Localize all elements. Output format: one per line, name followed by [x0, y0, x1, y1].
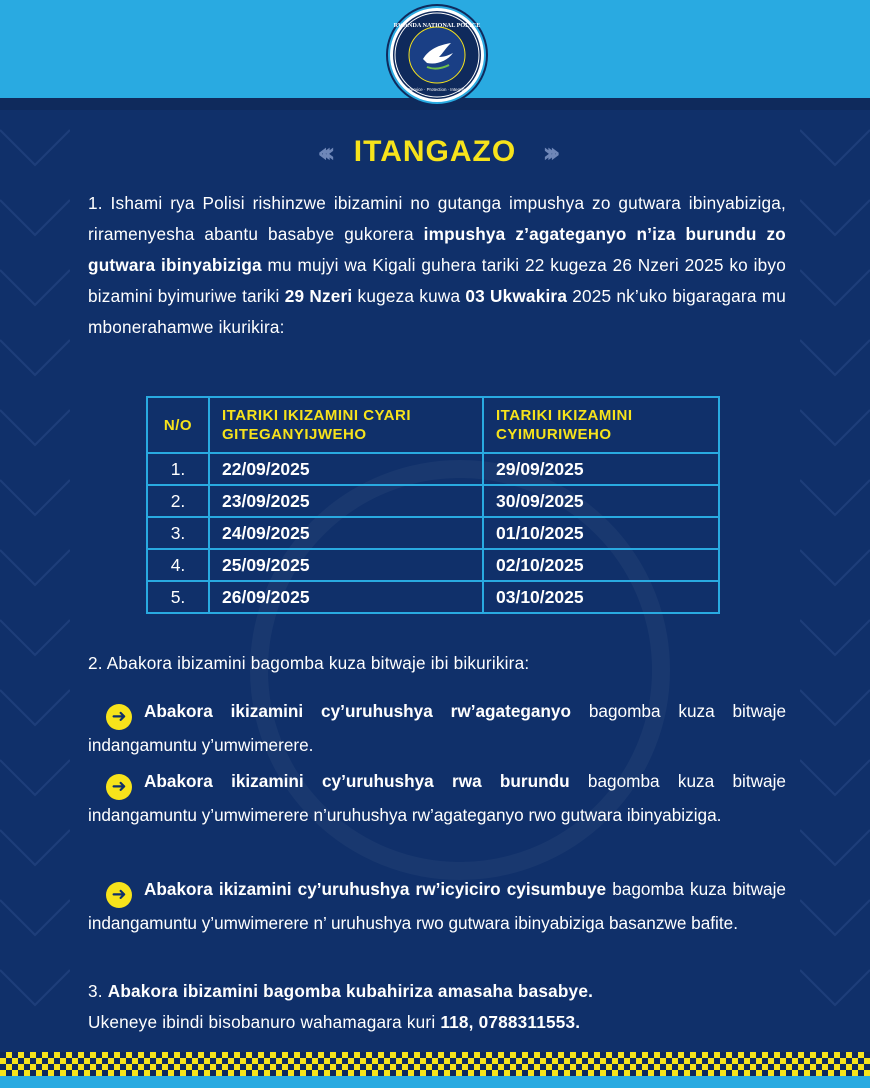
police-logo: [390, 8, 484, 102]
table-row: [147, 581, 719, 613]
original-date: 24/09/2025: [209, 517, 483, 549]
header-number: N/O: [147, 397, 209, 453]
arrow-right-icon: ➜: [106, 704, 132, 730]
announcement-panel: [0, 110, 870, 1052]
p1-text-3: kugeza kuwa: [352, 286, 466, 306]
original-date: 23/09/2025: [209, 485, 483, 517]
table-header-row: [147, 397, 719, 453]
original-date: 26/09/2025: [209, 581, 483, 613]
paragraph-1: [88, 188, 786, 343]
dove-icon: [393, 11, 481, 99]
new-date: 30/09/2025: [483, 485, 719, 517]
new-date: 29/09/2025: [483, 453, 719, 485]
p3-number: 3.: [88, 981, 108, 1001]
p3-bold: Abakora ibizamini bagomba kubahiriza amasaha basabye.: [107, 981, 594, 1001]
p1-text-2: mu mujyi wa Kigali guhera tariki 22 kugeza 26 Nzeri 2025 ko ibyo bizamini byimuriwe tariki: [88, 255, 786, 306]
arrow-right-icon: ➜: [106, 882, 132, 908]
p1-bold-2: 29 Nzeri: [284, 286, 353, 306]
requirement-bold: Abakora ikizamini cy’uruhushya rw’icyiciro cyisumbuye: [144, 879, 607, 899]
original-date: 25/09/2025: [209, 549, 483, 581]
row-number: 5.: [147, 581, 209, 613]
title-row: [0, 132, 870, 172]
logo-motto: Service · Protection · Integrity: [408, 87, 466, 92]
header-new-date: ITARIKI IKIZAMINI CYIMURIWEHO: [483, 397, 719, 453]
chevrons-right-icon: ›››: [542, 135, 553, 169]
requirement-bold: Abakora ikizamini cy’uruhushya rw’agateganyo: [144, 701, 571, 721]
requirement-text: bagomba kuza bitwaje indangamuntu y’umwimerere n’ uruhushya rwo gutwara ibinyabiziga basanzwe bafite.: [88, 879, 786, 933]
table-row: [147, 485, 719, 517]
table-row: [147, 549, 719, 581]
requirement-item: [88, 874, 786, 939]
paragraph-3: [88, 976, 786, 1038]
schedule-table: [146, 396, 720, 614]
right-pattern: [800, 110, 870, 1052]
new-date: 02/10/2025: [483, 549, 719, 581]
new-date: 03/10/2025: [483, 581, 719, 613]
requirement-item: [88, 766, 786, 831]
checkered-strip: [0, 1052, 870, 1076]
table-row: [147, 517, 719, 549]
requirement-bold: Abakora ikizamini cy’uruhushya rwa burundu: [144, 771, 570, 791]
logo-ring-text: RWANDA NATIONAL POLICE: [393, 22, 481, 29]
requirement-text: bagomba kuza bitwaje indangamuntu y’umwimerere n’uruhushya rw’agateganyo rwo gutwara ibinyabiziga.: [88, 771, 786, 825]
left-pattern: [0, 110, 70, 1052]
original-date: 22/09/2025: [209, 453, 483, 485]
p1-bold-3: 03 Ukwakira: [465, 286, 568, 306]
arrow-right-icon: ➜: [106, 774, 132, 800]
p3-contact-text: Ukeneye ibindi bisobanuro wahamagara kuri: [88, 1012, 441, 1032]
chevrons-left-icon: ‹‹‹: [317, 135, 328, 169]
page-title: ITANGAZO: [353, 135, 517, 168]
row-number: 1.: [147, 453, 209, 485]
paragraph-2: 2. Abakora ibizamini bagomba kuza bitwaje ibi bikurikira:: [88, 653, 530, 673]
row-number: 4.: [147, 549, 209, 581]
requirement-text: bagomba kuza bitwaje indangamuntu y’umwimerere.: [88, 701, 786, 755]
new-date: 01/10/2025: [483, 517, 719, 549]
row-number: 3.: [147, 517, 209, 549]
p3-phones: 118, 0788311553.: [440, 1012, 581, 1032]
header-original-date: ITARIKI IKIZAMINI CYARI GITEGANYIJWEHO: [209, 397, 483, 453]
table-row: [147, 453, 719, 485]
requirement-item: [88, 696, 786, 761]
p1-text-4: 2025 nk’uko bigaragara mu mbonerahamwe ikurikira:: [88, 286, 786, 337]
p1-bold-1: impushya z’agateganyo n’iza burundu zo gutwara ibinyabiziga: [88, 224, 786, 275]
row-number: 2.: [147, 485, 209, 517]
p1-text-1: 1. Ishami rya Polisi rishinzwe ibizamini no gutanga impushya zo gutwara ibinyabiziga, riramenyesha abantu basabye gukorera: [88, 193, 786, 244]
